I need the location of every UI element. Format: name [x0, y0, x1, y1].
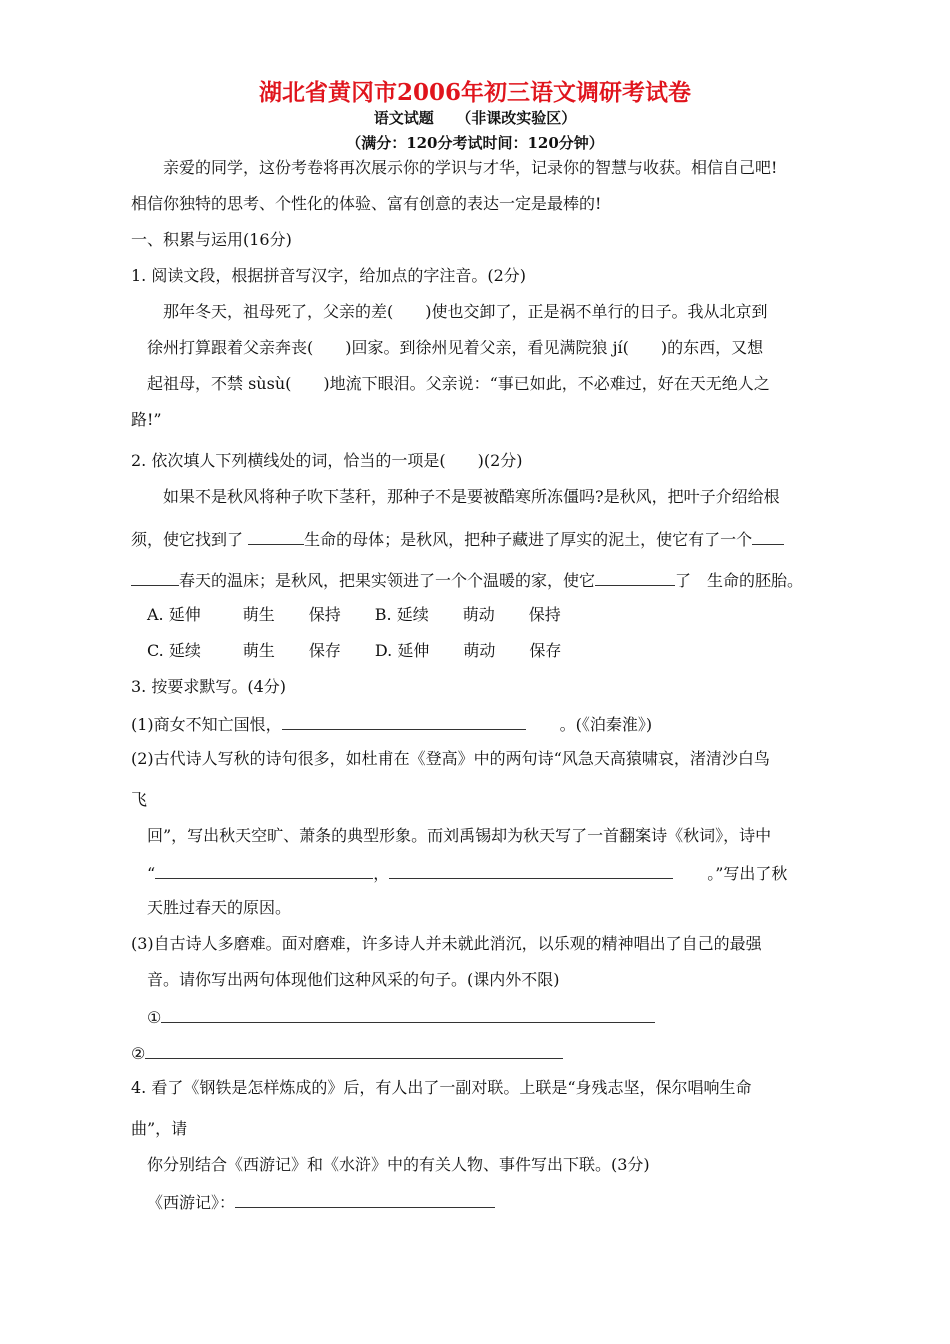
- q3-item-1-text: (1)商女不知亡国恨，: [131, 715, 282, 734]
- q3-blank-2b[interactable]: [389, 862, 673, 879]
- q3-answer-2-marker: ②: [131, 1044, 146, 1063]
- q3-item-2-line-3: 回”，写出秋天空旷、萧条的典型形象。而刘禹锡却为秋天写了一首翻案诗《秋词》，诗中: [147, 826, 772, 845]
- q1-para-line-4: 路!”: [131, 410, 162, 429]
- q3-answer-1: [147, 1006, 655, 1028]
- q2-option-a: A. 延伸: [147, 605, 201, 624]
- exam-score-time: （满分：120分考试时间：120分钟）: [346, 134, 604, 152]
- intro-line-1: 亲爱的同学，这份考卷将再次展示你的学识与才华，记录你的智慧与收获。相信自己吧!: [163, 158, 778, 177]
- q2-option-d-word3: 保存: [529, 641, 562, 660]
- q2-option-a-word3: 保持: [308, 605, 341, 624]
- q1-stem: 1. 阅读文段，根据拼音写汉字，给加点的字注音。(2分): [131, 266, 527, 285]
- q2-option-c: C. 延续: [147, 641, 201, 660]
- q3-comma: ，: [373, 864, 390, 883]
- q3-answer-2: [131, 1042, 563, 1064]
- q2-text-2a: 须，使它找到了: [131, 530, 249, 549]
- q2-stem: 2. 依次填人下列横线处的词，恰当的一项是( )(2分): [131, 451, 523, 470]
- q4-xiyouji: [147, 1191, 495, 1213]
- q2-options-row-2: [147, 641, 561, 661]
- q3-item-3-line-2: 音。请你写出两句体现他们这种风采的句子。(课内外不限): [147, 970, 560, 989]
- q2-para-line-1: 如果不是秋风将种子吹下茎秆，那种子不是要被酷寒所冻僵吗?是秋风，把叶子介绍给根: [163, 487, 780, 506]
- q2-text-3b: 了 生命的胚胎。: [675, 571, 804, 590]
- q2-blank-2a[interactable]: [752, 528, 784, 545]
- q2-option-d-word2: 萌动: [463, 641, 496, 660]
- q2-option-b: B. 延续: [374, 605, 429, 624]
- q3-item-2-line-4: [147, 862, 787, 884]
- q2-blank-3[interactable]: [595, 569, 675, 586]
- q3-blank-2a[interactable]: [155, 862, 373, 879]
- exam-subtitle: 语文试题 （非课改实验区）: [373, 109, 577, 127]
- q4-stem-line-2: 曲”，请: [131, 1119, 188, 1138]
- q1-para-line-1: 那年冬天，祖母死了，父亲的差( )使也交卸了，正是祸不单行的日子。我从北京到: [163, 302, 768, 321]
- q3-item-2-tail: 。”写出了秋: [707, 864, 788, 883]
- q2-option-b-word3: 保持: [528, 605, 561, 624]
- q3-answer-blank-1[interactable]: [161, 1006, 655, 1023]
- q3-open-quote: “: [147, 864, 156, 883]
- q4-xiyouji-label: 《西游记》：: [147, 1193, 236, 1212]
- q3-blank-1[interactable]: [282, 713, 526, 730]
- q2-para-line-2: [131, 528, 784, 550]
- q2-option-d: D. 延伸: [374, 641, 430, 660]
- q2-text-2b: 生命的母体；是秋风，把种子藏进了厚实的泥土，使它有了一个: [304, 530, 753, 549]
- q1-para-line-2: 徐州打算跟着父亲奔丧( )回家。到徐州见着父亲，看见满院狼 jí( )的东西，又想: [147, 338, 764, 357]
- exam-title: 湖北省黄冈市2006年初三语文调研考试卷: [258, 79, 691, 106]
- q2-options-row-1: [147, 605, 561, 625]
- q3-answer-blank-2[interactable]: [145, 1042, 563, 1059]
- q3-item-2-line-5: 天胜过春天的原因。: [147, 898, 292, 917]
- q4-stem-line-3: 你分别结合《西游记》和《水浒》中的有关人物、事件写出下联。(3分): [147, 1155, 650, 1174]
- q2-blank-1[interactable]: [248, 528, 304, 545]
- q2-text-3a: 春天的温床；是秋风，把果实领进了一个个温暖的家，使它: [179, 571, 596, 590]
- q3-stem: 3. 按要求默写。(4分): [131, 677, 287, 696]
- q2-para-line-3: [131, 569, 803, 591]
- q2-blank-2b[interactable]: [131, 569, 179, 586]
- q2-option-b-word2: 萌动: [462, 605, 495, 624]
- intro-line-2: 相信你独特的思考、个性化的体验、富有创意的表达一定是最棒的!: [131, 194, 602, 213]
- q2-option-a-word2: 萌生: [242, 605, 275, 624]
- q3-answer-1-marker: ①: [147, 1008, 162, 1027]
- section-heading: 一、积累与运用(16分): [131, 230, 292, 249]
- q3-item-2-line-1: (2)古代诗人写秋的诗句很多，如杜甫在《登高》中的两句诗“风急天高猿啸哀，渚清沙白鸟: [131, 749, 770, 768]
- q2-option-c-word2: 萌生: [242, 641, 275, 660]
- q3-item-2-line-2: 飞: [131, 790, 148, 809]
- q3-item-1: [131, 713, 652, 735]
- q4-stem-line-1: 4. 看了《钢铁是怎样炼成的》后，有人出了一副对联。上联是“身残志坚，保尔唱响生命: [131, 1078, 752, 1097]
- q4-xiyouji-blank[interactable]: [235, 1191, 495, 1208]
- q3-item-1-source: 。(《泊秦淮》): [559, 715, 653, 734]
- q3-item-3-line-1: (3)自古诗人多磨难。面对磨难，许多诗人并未就此消沉，以乐观的精神唱出了自己的最强: [131, 934, 762, 953]
- q1-para-line-3: 起祖母，不禁 sùsù( )地流下眼泪。父亲说：“事已如此，不必难过，好在天无绝人之: [147, 374, 770, 393]
- q2-option-c-word3: 保存: [308, 641, 341, 660]
